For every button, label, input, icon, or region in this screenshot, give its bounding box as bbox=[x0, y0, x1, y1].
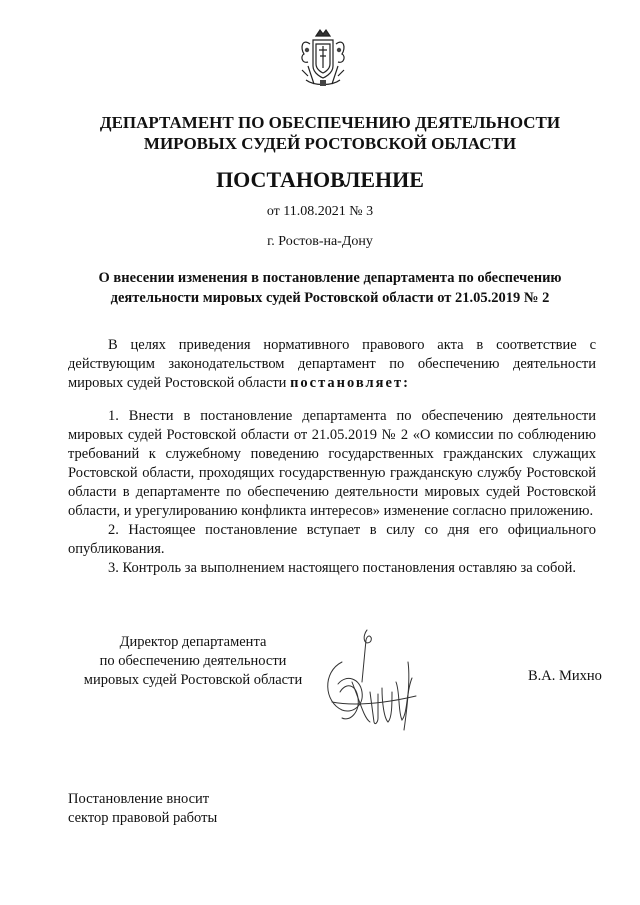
submitted-by bbox=[68, 790, 217, 828]
signatory-title-line-2: по обеспечению деятельности bbox=[99, 653, 287, 669]
footer-line-2: сектор правовой работы bbox=[68, 810, 218, 826]
signature-icon bbox=[312, 622, 427, 737]
footer-line-1: Постановление вносит bbox=[68, 791, 210, 807]
signatory-title bbox=[68, 633, 318, 690]
signatory-name: В.А. Михно bbox=[528, 668, 602, 684]
date-and-number: от 11.08.2021 № 3 bbox=[266, 204, 374, 219]
signatory-title-line-1: Директор департамента bbox=[119, 634, 267, 650]
subject-line-1: О внесении изменения в постановление департамента по обеспечению bbox=[98, 270, 562, 286]
decree-word: постановляет: bbox=[290, 375, 410, 391]
city: г. Ростов-на-Дону bbox=[267, 234, 373, 249]
decree-item-2: 2. Настоящее постановление вступает в силу со дня его официального опубликования. bbox=[68, 522, 596, 557]
signatory-title-line-3: мировых судей Ростовской области bbox=[83, 672, 303, 688]
department-line-2: МИРОВЫХ СУДЕЙ РОСТОВСКОЙ ОБЛАСТИ bbox=[143, 134, 517, 153]
preamble bbox=[68, 336, 596, 393]
department-name bbox=[60, 112, 600, 154]
subject-line-2: деятельности мировых судей Ростовской области от 21.05.2019 № 2 bbox=[110, 290, 550, 306]
preamble-text: В целях приведения нормативного правового акта в соответствие с действующим законодательством департамент по обеспечению деятельности мировых судей Ростовской области bbox=[68, 337, 596, 391]
document-subject bbox=[60, 268, 600, 308]
decree-item-3: 3. Контроль за выполнением настоящего постановления оставляю за собой. bbox=[108, 560, 577, 576]
coat-of-arms-icon bbox=[296, 26, 350, 90]
decree-items bbox=[68, 407, 596, 578]
department-line-1: ДЕПАРТАМЕНТ ПО ОБЕСПЕЧЕНИЮ ДЕЯТЕЛЬНОСТИ bbox=[99, 113, 561, 132]
decree-item-1: 1. Внести в постановление департамента по обеспечению деятельности мировых судей Ростовской области от 21.05.2019 № 2 «О комиссии по соблюдению требований к служебному поведению государственных гражданских служащих Ростовской области, проходящих государственную гражданскую службу Ростовской области в департаменте по обеспечению деятельности мировых судей Ростовской области, и урегулированию конфликта интересов» изменение согласно приложению. bbox=[68, 408, 596, 519]
document-type: ПОСТАНОВЛЕНИЕ bbox=[216, 167, 424, 192]
